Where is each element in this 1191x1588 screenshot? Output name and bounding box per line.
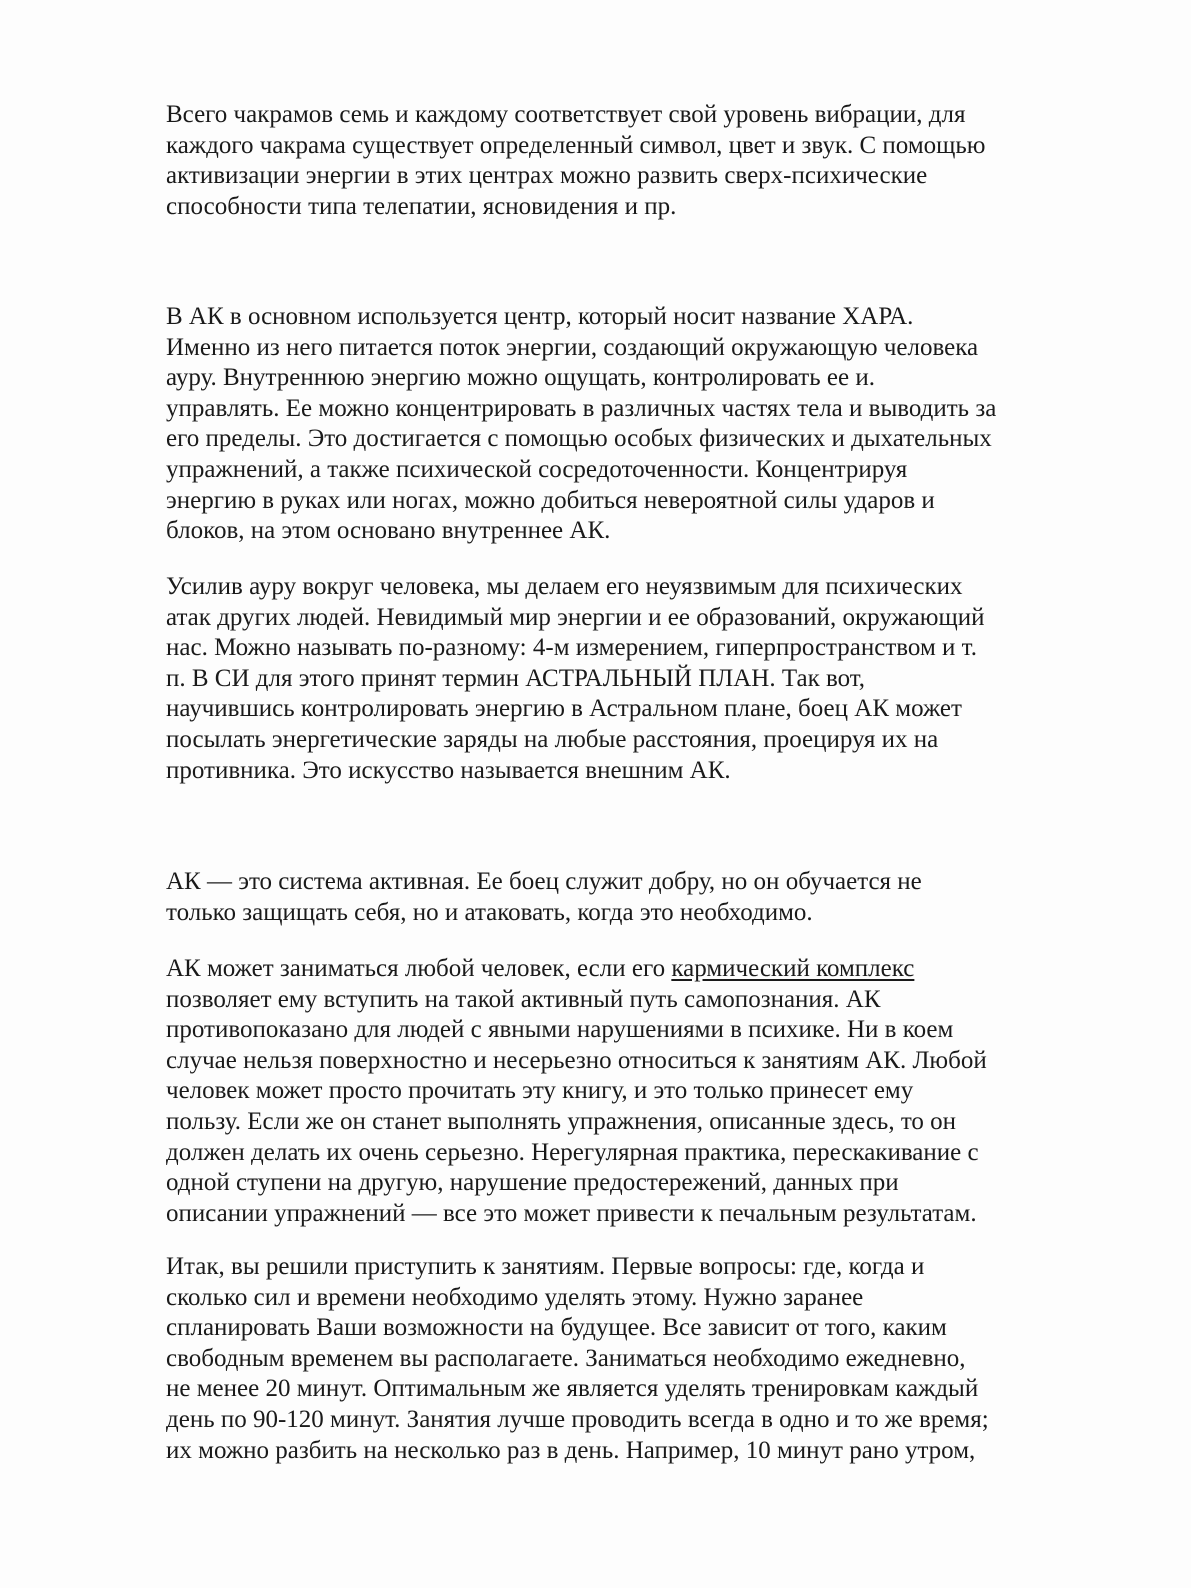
text-line: позволяет ему вступить на такой активный путь самопознания. АК [166,985,881,1013]
text-line: нас. Можно называть по-разному: 4-м измерением, гиперпространством и т. [166,634,977,662]
paragraph-who-can-practice [166,954,1046,1229]
text-line: Усилив ауру вокруг человека, мы делаем его неуязвимым для психических [166,573,963,600]
text-line: упражнений, а также психической сосредоточенности. Концентрируя [166,455,908,483]
paragraph-chakras [166,100,1046,222]
text-line: научившись контролировать энергию в Астральном плане, боец АК может [166,695,962,723]
text-line: одной ступени на другую, нарушение предостережений, данных при [166,1169,899,1197]
text-line: энергию в руках или ногах, можно добиться невероятной силы ударов и [166,486,935,514]
text-line: активизации энергии в этих центрах можно развить сверх-психические [166,162,928,190]
paragraph-astral-plane [166,572,1046,786]
text-line: п. В СИ для этого принят термин АСТРАЛЬНЫЙ ПЛАН. Так вот, [166,664,866,692]
text-line: пользу. Если же он станет выполнять упражнения, описанные здесь, то он [166,1107,957,1135]
text-line: свободным временем вы располагаете. Заниматься необходимо ежедневно, [166,1344,966,1372]
text-line: ауру. Внутреннюю энергию можно ощущать, контролировать ее и. [166,364,875,392]
paragraph-hara [166,302,1046,547]
paragraph-active-system [166,867,1046,928]
text-line: противопоказано для людей с явными нарушениями в психике. Ни в коем [166,1016,954,1044]
text-line: АК — это система активная. Ее боец служит добру, но он обучается не [166,868,922,895]
text-line: случае нельзя поверхностно и несерьезно относиться к занятиям АК. Любой [166,1046,987,1074]
text-line [166,954,1046,985]
text-line: способности типа телепатии, ясновидения и пр. [166,192,677,220]
text-line: Всего чакрамов семь и каждому соответствует свой уровень вибрации, для [166,101,966,128]
text-line: атак других людей. Невидимый мир энергии и ее образований, окружающий [166,603,985,631]
text-line: каждого чакрама существует определенный символ, цвет и звук. С помощью [166,131,986,159]
text-line: не менее 20 минут. Оптимальным же является уделять тренировкам каждый [166,1375,979,1403]
text-line: противника. Это искусство называется внешним АК. [166,756,731,784]
text-line: спланировать Ваши возможности на будущее. Все зависит от того, каким [166,1314,947,1342]
karmic-complex-link[interactable]: кармический комплекс [671,955,915,982]
text-line-prefix: АК может заниматься любой человек, если его [166,955,672,982]
text-line: блоков, на этом основано внутреннее АК. [166,517,611,545]
text-line: его пределы. Это достигается с помощью особых физических и дыхательных [166,425,992,453]
text-line: В АК в основном используется центр, который носит название ХАРА. [166,303,914,330]
text-line: Итак, вы решили приступить к занятиям. Первые вопросы: где, когда и [166,1253,925,1280]
text-line: сколько сил и времени необходимо уделять этому. Нужно заранее [166,1283,864,1311]
text-line: их можно разбить на несколько раз в день. Например, 10 минут рано утром, [166,1436,976,1464]
text-line: человек может просто прочитать эту книгу, и это только принесет ему [166,1077,914,1105]
text-line: Именно из него питается поток энергии, создающий окружающую человека [166,333,979,361]
paragraph-training-schedule [166,1252,1046,1466]
text-line: только защищать себя, но и атаковать, когда это необходимо. [166,898,813,926]
text-line: управлять. Ее можно концентрировать в различных частях тела и выводить за [166,394,997,422]
text-line: день по 90-120 минут. Занятия лучше проводить всегда в одно и то же время; [166,1405,989,1433]
text-line: должен делать их очень серьезно. Нерегулярная практика, перескакивание с [166,1138,979,1166]
text-line: описании упражнений — все это может привести к печальным результатам. [166,1199,977,1227]
text-line: посылать энергетические заряды на любые расстояния, проецируя их на [166,725,939,753]
